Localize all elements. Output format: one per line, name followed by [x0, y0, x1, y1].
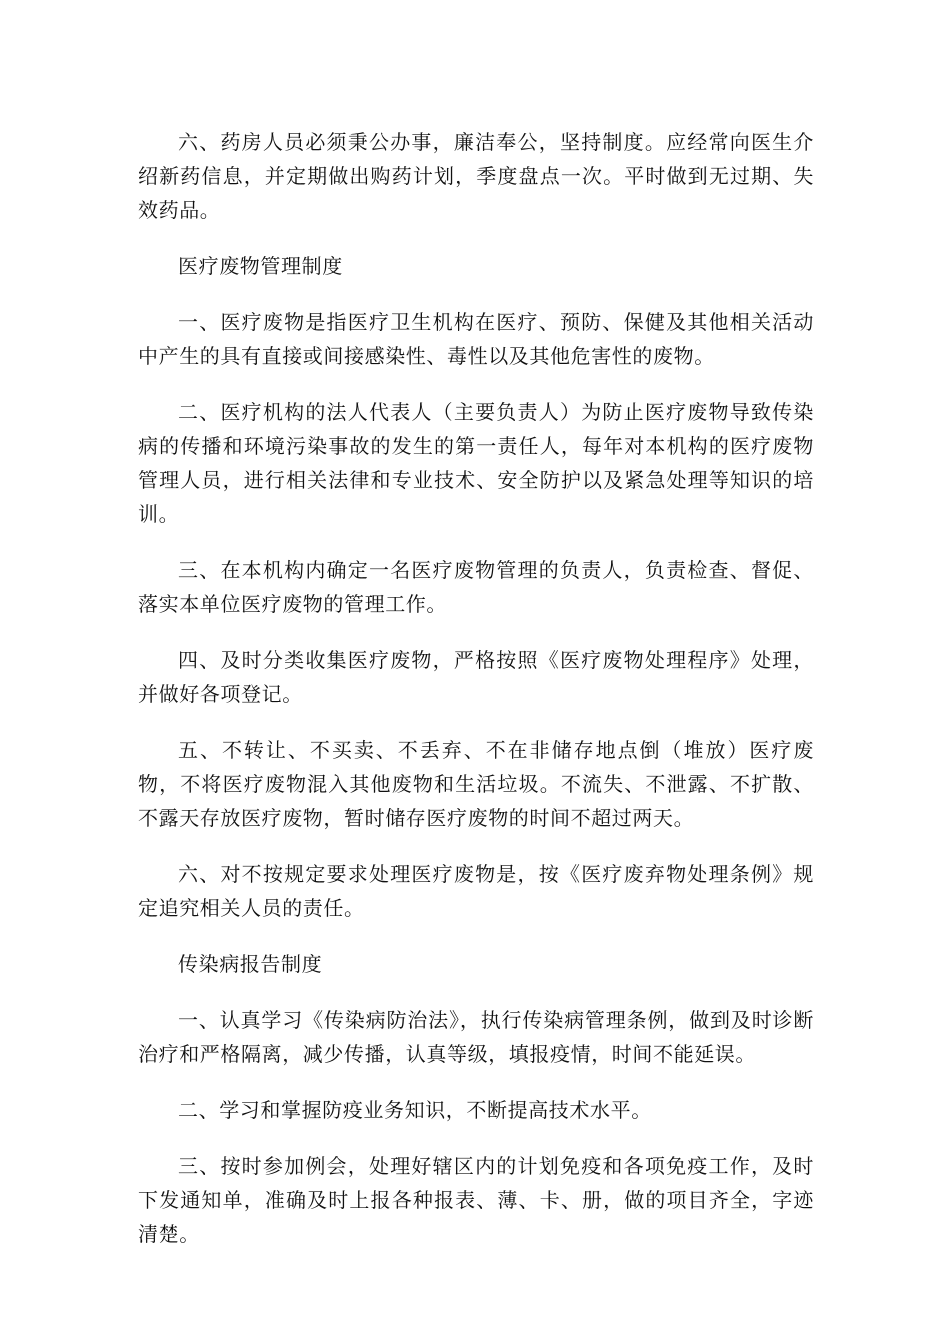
paragraph-waste-rule-3: 三、在本机构内确定一名医疗废物管理的负责人，负责检查、督促、落实本单位医疗废物的管理工作。 [138, 558, 814, 616]
paragraph-pharmacy-rule-6: 六、药房人员必须秉公办事，廉洁奉公，坚持制度。应经常向医生介绍新药信息，并定期做出购药计划，季度盘点一次。平时做到无过期、失效药品。 [138, 130, 814, 222]
paragraph-waste-rule-1: 一、医疗废物是指医疗卫生机构在医疗、预防、保健及其他相关活动中产生的具有直接或间接感染性、毒性以及其他危害性的废物。 [138, 310, 814, 368]
paragraph-report-rule-1: 一、认真学习《传染病防治法》，执行传染病管理条例，做到及时诊断治疗和严格隔离，减少传播，认真等级，填报疫情，时间不能延误。 [138, 1008, 814, 1066]
paragraph-report-rule-3: 三、按时参加例会，处理好辖区内的计划免疫和各项免疫工作，及时下发通知单，准确及时上报各种报表、薄、卡、册，做的项目齐全，字迹清楚。 [138, 1154, 814, 1246]
section-heading-medical-waste: 医疗废物管理制度 [178, 254, 343, 278]
document-body [138, 125, 814, 1273]
paragraph-waste-rule-5: 五、不转让、不买卖、不丢弃、不在非储存地点倒（堆放）医疗废物，不将医疗废物混入其他废物和生活垃圾。不流失、不泄露、不扩散、不露天存放医疗废物，暂时储存医疗废物的时间不超过两天。 [138, 738, 814, 830]
paragraph-report-rule-2: 二、学习和掌握防疫业务知识，不断提高技术水平。 [178, 1098, 652, 1122]
section-heading-infectious-disease-report: 传染病报告制度 [178, 952, 323, 976]
paragraph-waste-rule-4: 四、及时分类收集医疗废物，严格按照《医疗废物处理程序》处理，并做好各项登记。 [138, 648, 814, 706]
paragraph-waste-rule-2: 二、医疗机构的法人代表人（主要负责人）为防止医疗废物导致传染病的传播和环境污染事故的发生的第一责任人，每年对本机构的医疗废物管理人员，进行相关法律和专业技术、安全防护以及紧急处理等知识的培训。 [138, 400, 814, 526]
paragraph-waste-rule-6: 六、对不按规定要求处理医疗废物是，按《医疗废弃物处理条例》规定追究相关人员的责任。 [138, 862, 814, 920]
